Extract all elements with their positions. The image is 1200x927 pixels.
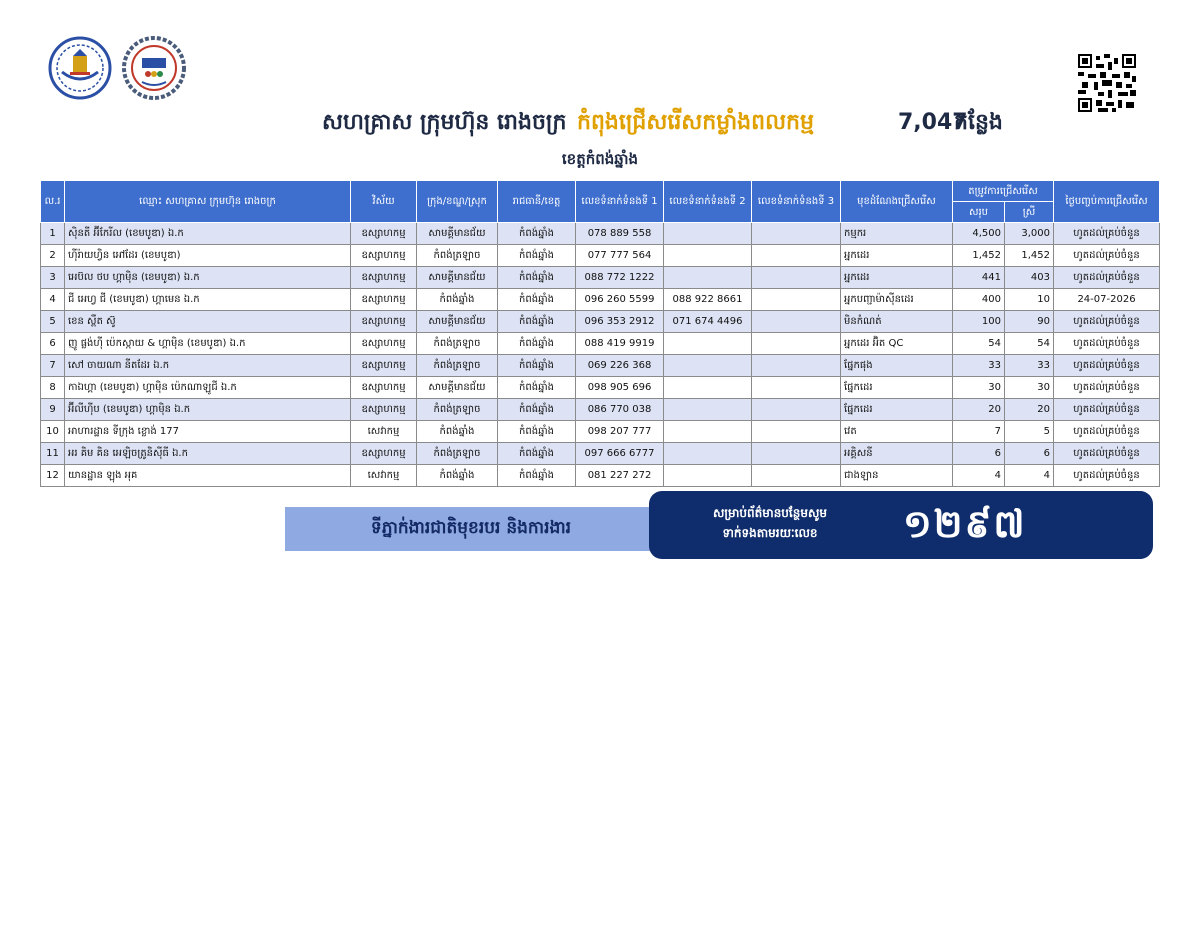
cell-sector: សេវាកម្ម (351, 421, 417, 443)
cell-female: 3,000 (1005, 223, 1054, 245)
cell-total: 4 (953, 465, 1005, 487)
cell-total: 7 (953, 421, 1005, 443)
table-row (41, 289, 1160, 311)
hotline-caption-line1: សម្រាប់ព័ត៌មានបន្ថែមសូម (712, 506, 828, 520)
col-header-position: មុខដំណែងជ្រើសរើស (841, 181, 953, 223)
cell-phone3[interactable] (752, 311, 841, 333)
col-header-phone1: លេខទំនាក់ទំនងទី 1 (576, 181, 664, 223)
cell-sector: ឧស្សាហកម្ម (351, 443, 417, 465)
cell-total: 33 (953, 355, 1005, 377)
table-row (41, 465, 1160, 487)
cell-position: វេត (841, 421, 953, 443)
cell-phone2[interactable] (664, 267, 752, 289)
cell-phone2[interactable] (664, 245, 752, 267)
cell-no: 12 (41, 465, 65, 487)
cell-province: កំពង់ឆ្នាំង (498, 267, 576, 289)
cell-phone3[interactable] (752, 443, 841, 465)
cell-deadline: ហូតដល់គ្រប់ចំនួន (1054, 333, 1160, 355)
cell-position: កម្មករ (841, 223, 953, 245)
cell-phone2[interactable] (664, 223, 752, 245)
cell-district: សាមគ្គីមានជ័យ (417, 223, 498, 245)
cell-phone2[interactable] (664, 465, 752, 487)
col-header-total: សរុប (953, 202, 1005, 223)
cell-sector: ឧស្សាហកម្ម (351, 311, 417, 333)
cell-female: 33 (1005, 355, 1054, 377)
ministry-logo-icon (48, 36, 112, 100)
cell-phone1[interactable]: 097 666 6777 (576, 443, 664, 465)
cell-sector: ឧស្សាហកម្ម (351, 333, 417, 355)
cell-phone3[interactable] (752, 465, 841, 487)
cell-phone2[interactable] (664, 355, 752, 377)
cell-phone2[interactable]: 088 922 8661 (664, 289, 752, 311)
cell-name: យានដ្ឋាន ឡុង អុគ (65, 465, 351, 487)
cell-female: 30 (1005, 377, 1054, 399)
cell-phone1[interactable]: 098 905 696 (576, 377, 664, 399)
col-header-province: រាជធានី/ខេត្ត (498, 181, 576, 223)
cell-no: 7 (41, 355, 65, 377)
cell-position: អគ្គិសនី (841, 443, 953, 465)
table-row (41, 421, 1160, 443)
cell-phone3[interactable] (752, 289, 841, 311)
cell-deadline: ហូតដល់គ្រប់ចំនួន (1054, 399, 1160, 421)
cell-name: អេប៊ល ថប ហ្គាម៉ិន (ខេមបូឌា) ឯ.ក (65, 267, 351, 289)
cell-district: សាមគ្គីមានជ័យ (417, 377, 498, 399)
col-header-sector: វិស័យ (351, 181, 417, 223)
cell-sector: សេវាកម្ម (351, 465, 417, 487)
col-header-no: ល.រ (41, 181, 65, 223)
cell-phone2[interactable] (664, 333, 752, 355)
cell-total: 400 (953, 289, 1005, 311)
cell-province: កំពង់ឆ្នាំង (498, 399, 576, 421)
cell-deadline: 24-07-2026 (1054, 289, 1160, 311)
title-unit: កន្លែង (954, 110, 1003, 135)
cell-phone3[interactable] (752, 333, 841, 355)
cell-phone1[interactable]: 086 770 038 (576, 399, 664, 421)
cell-no: 11 (41, 443, 65, 465)
page-title (0, 106, 1200, 142)
cell-province: កំពង់ឆ្នាំង (498, 223, 576, 245)
col-header-name: ឈ្មោះ សហគ្រាស ក្រុមហ៊ុន រោងចក្រ (65, 181, 351, 223)
cell-phone3[interactable] (752, 267, 841, 289)
cell-sector: ឧស្សាហកម្ម (351, 377, 417, 399)
cell-position: ផ្នែកដេរ (841, 377, 953, 399)
hotline-caption (685, 503, 855, 543)
col-header-deadline: ថ្ងៃបញ្ចប់ការជ្រើសរើស (1054, 181, 1160, 223)
cell-female: 1,452 (1005, 245, 1054, 267)
cell-phone1[interactable]: 081 227 272 (576, 465, 664, 487)
cell-no: 1 (41, 223, 65, 245)
cell-female: 54 (1005, 333, 1054, 355)
cell-deadline: ហូតដល់គ្រប់ចំនួន (1054, 421, 1160, 443)
col-header-required: តម្រូវការជ្រើសរើស (953, 181, 1054, 202)
table-row (41, 267, 1160, 289)
col-header-phone2: លេខទំនាក់ទំនងទី 2 (664, 181, 752, 223)
cell-province: កំពង់ឆ្នាំង (498, 377, 576, 399)
cell-name: អ៊ីលីហ៊ីប (ខេមបូឌា) ហ្គាម៉ិន ឯ.ក (65, 399, 351, 421)
cell-deadline: ហូតដល់គ្រប់ចំនួន (1054, 465, 1160, 487)
cell-female: 10 (1005, 289, 1054, 311)
cell-district: សាមគ្គីមានជ័យ (417, 311, 498, 333)
cell-deadline: ហូតដល់គ្រប់ចំនួន (1054, 223, 1160, 245)
page-subtitle: ខេត្តកំពង់ឆ្នាំង (561, 150, 639, 168)
cell-position: អ្នកដេរ អ៊ិត QC (841, 333, 953, 355)
table-row (41, 355, 1160, 377)
cell-sector: ឧស្សាហកម្ម (351, 223, 417, 245)
cell-phone1[interactable]: 077 777 564 (576, 245, 664, 267)
cell-name: ស៊ិនតី អ៊ីកែរីល (ខេមបូឌា) ឯ.ក (65, 223, 351, 245)
jobs-table-body (41, 223, 1160, 487)
hotline-box (649, 491, 1153, 559)
cell-total: 1,452 (953, 245, 1005, 267)
cell-province: កំពង់ឆ្នាំង (498, 333, 576, 355)
cell-female: 5 (1005, 421, 1054, 443)
cell-province: កំពង់ឆ្នាំង (498, 245, 576, 267)
cell-sector: ឧស្សាហកម្ម (351, 267, 417, 289)
agency-banner (285, 507, 657, 551)
cell-no: 2 (41, 245, 65, 267)
cell-name: កាឯហ្គា (ខេមបូឌា) ហ្គាម៉ិន ប៉េកណាឡូជី ឯ.ក (65, 377, 351, 399)
cell-district: កំពង់ឆ្នាំង (417, 465, 498, 487)
cell-deadline: ហូតដល់គ្រប់ចំនួន (1054, 267, 1160, 289)
cell-phone1[interactable]: 096 260 5599 (576, 289, 664, 311)
cell-sector: ឧស្សាហកម្ម (351, 399, 417, 421)
cell-position: ជាងឡាន (841, 465, 953, 487)
cell-district: កំពង់ត្រឡាច (417, 443, 498, 465)
cell-phone1[interactable]: 096 353 2912 (576, 311, 664, 333)
cell-no: 5 (41, 311, 65, 333)
cell-female: 90 (1005, 311, 1054, 333)
cell-no: 10 (41, 421, 65, 443)
nssf-logo-icon (122, 36, 186, 100)
hotline-number[interactable]: ១២៩៧ (903, 502, 1027, 546)
table-row (41, 333, 1160, 355)
cell-phone3[interactable] (752, 223, 841, 245)
cell-name: ហ៊ីរ៉ាយហ្វិន អៅដែរ (ខេមបូឌា) (65, 245, 351, 267)
cell-deadline: ហូតដល់គ្រប់ចំនួន (1054, 245, 1160, 267)
cell-female: 403 (1005, 267, 1054, 289)
cell-sector: ឧស្សាហកម្ម (351, 289, 417, 311)
cell-district: កំពង់ត្រឡាច (417, 399, 498, 421)
cell-phone2[interactable] (664, 377, 752, 399)
cell-province: កំពង់ឆ្នាំង (498, 311, 576, 333)
cell-phone3[interactable] (752, 399, 841, 421)
cell-deadline: ហូតដល់គ្រប់ចំនួន (1054, 443, 1160, 465)
agency-name: ទីភ្នាក់ងារជាតិមុខរបរ និងការងារ (370, 517, 572, 538)
cell-phone3[interactable] (752, 421, 841, 443)
title-part2: កំពុងជ្រើសរើសកម្លាំងពលកម្ម (577, 110, 814, 135)
cell-district: កំពង់ត្រឡាច (417, 355, 498, 377)
cell-district: កំពង់ត្រឡាច (417, 245, 498, 267)
cell-phone2[interactable] (664, 421, 752, 443)
table-row (41, 443, 1160, 465)
logo-group (48, 36, 186, 100)
cell-no: 6 (41, 333, 65, 355)
cell-province: កំពង់ឆ្នាំង (498, 465, 576, 487)
cell-phone2[interactable]: 071 674 4496 (664, 311, 752, 333)
cell-phone1[interactable]: 088 772 1222 (576, 267, 664, 289)
cell-district: កំពង់ឆ្នាំង (417, 289, 498, 311)
cell-no: 8 (41, 377, 65, 399)
cell-sector: ឧស្សាហកម្ម (351, 355, 417, 377)
cell-name: អរ គិម គិន អេឡិចត្រូនិស៊ីធី ឯ.ក (65, 443, 351, 465)
cell-phone3[interactable] (752, 377, 841, 399)
cell-total: 20 (953, 399, 1005, 421)
cell-phone1[interactable]: 088 419 9919 (576, 333, 664, 355)
jobs-table (40, 180, 1160, 487)
cell-position: មិនកំណត់ (841, 311, 953, 333)
cell-phone1[interactable]: 078 889 558 (576, 223, 664, 245)
cell-total: 6 (953, 443, 1005, 465)
table-row (41, 223, 1160, 245)
cell-name: ញូ ផ្លង់ហ៊ី ប៉េកស្កាយ & ហ្គាម៉ិន (ខេមបូឌា) ឯ.ក (65, 333, 351, 355)
cell-name: ជី អេហ្វ ជី (ខេមបូឌា) ហ្គាមេន ឯ.ក (65, 289, 351, 311)
cell-no: 4 (41, 289, 65, 311)
table-row (41, 245, 1160, 267)
cell-deadline: ហូតដល់គ្រប់ចំនួន (1054, 311, 1160, 333)
cell-total: 100 (953, 311, 1005, 333)
col-header-phone3: លេខទំនាក់ទំនងទី 3 (752, 181, 841, 223)
cell-position: ផ្នែកដេរ (841, 399, 953, 421)
cell-female: 6 (1005, 443, 1054, 465)
cell-position: អ្នកដេរ (841, 245, 953, 267)
cell-phone3[interactable] (752, 245, 841, 267)
cell-district: កំពង់ឆ្នាំង (417, 421, 498, 443)
cell-female: 4 (1005, 465, 1054, 487)
cell-phone1[interactable]: 069 226 368 (576, 355, 664, 377)
title-count: 7,047 (898, 110, 968, 135)
cell-province: កំពង់ឆ្នាំង (498, 289, 576, 311)
cell-position: អ្នកបញ្ជាម៉ាស៊ីនដេរ (841, 289, 953, 311)
cell-province: កំពង់ឆ្នាំង (498, 421, 576, 443)
cell-no: 9 (41, 399, 65, 421)
cell-total: 441 (953, 267, 1005, 289)
cell-deadline: ហូតដល់គ្រប់ចំនួន (1054, 355, 1160, 377)
cell-total: 30 (953, 377, 1005, 399)
table-row (41, 377, 1160, 399)
cell-phone2[interactable] (664, 443, 752, 465)
cell-province: កំពង់ឆ្នាំង (498, 443, 576, 465)
cell-phone2[interactable] (664, 399, 752, 421)
cell-position: អ្នកដេរ (841, 267, 953, 289)
cell-district: កំពង់ត្រឡាច (417, 333, 498, 355)
cell-total: 4,500 (953, 223, 1005, 245)
cell-female: 20 (1005, 399, 1054, 421)
cell-phone1[interactable]: 098 207 777 (576, 421, 664, 443)
cell-sector: ឧស្សាហកម្ម (351, 245, 417, 267)
cell-position: ផ្នែកផុង (841, 355, 953, 377)
cell-name: សៅ ចាយណា នីតដែរ ឯ.ក (65, 355, 351, 377)
cell-name: អាហារដ្ឋាន ទីក្រុង ខ្លោង់ 177 (65, 421, 351, 443)
table-row (41, 311, 1160, 333)
title-part1: សហគ្រាស ក្រុមហ៊ុន រោងចក្រ (322, 110, 567, 135)
qr-code-icon[interactable] (1078, 54, 1136, 112)
cell-deadline: ហូតដល់គ្រប់ចំនួន (1054, 377, 1160, 399)
table-row (41, 399, 1160, 421)
col-header-district: ក្រុង/ខណ្ឌ/ស្រុក (417, 181, 498, 223)
cell-total: 54 (953, 333, 1005, 355)
cell-phone3[interactable] (752, 355, 841, 377)
cell-name: ខេន ស្ពឺត ស៊ូ (65, 311, 351, 333)
cell-province: កំពង់ឆ្នាំង (498, 355, 576, 377)
cell-district: សាមគ្គីមានជ័យ (417, 267, 498, 289)
col-header-female: ស្រី (1005, 202, 1054, 223)
hotline-caption-line2: ទាក់ទងតាមរយៈលេខ (722, 526, 818, 540)
cell-no: 3 (41, 267, 65, 289)
